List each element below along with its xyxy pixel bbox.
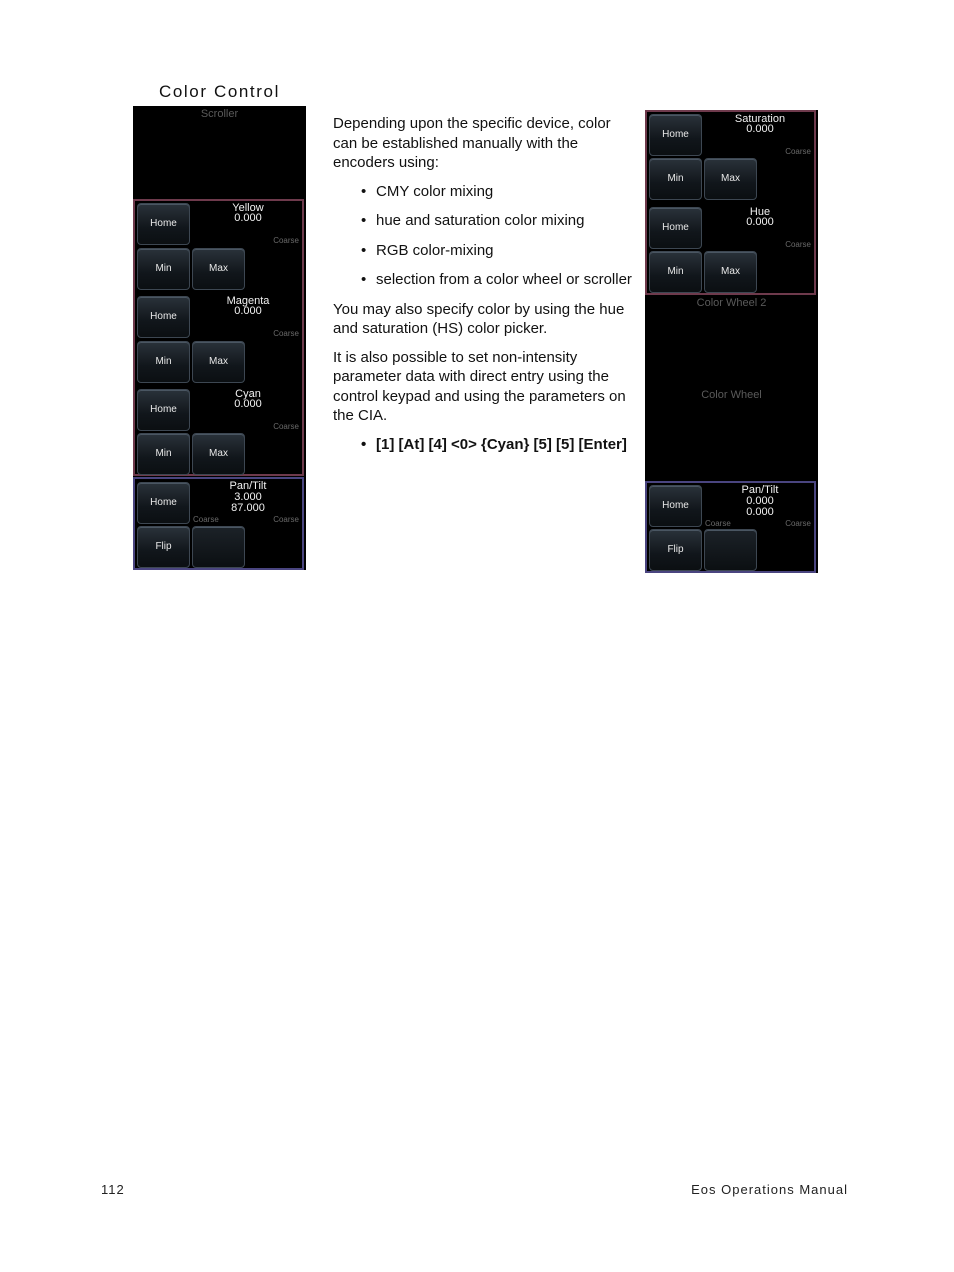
pan-tilt-home-button[interactable]: Home <box>137 482 190 524</box>
hue-encoder-title: Hue <box>749 206 771 218</box>
blank-button-right[interactable] <box>704 529 757 571</box>
right-encoder-panel <box>645 110 818 573</box>
pan-tilt-title: Pan/Tilt <box>229 480 267 492</box>
page-number: 112 <box>101 1182 125 1197</box>
cmy-encoder-group <box>133 199 304 476</box>
list-item: • CMY color mixing <box>333 182 633 202</box>
yellow-encoder-title: Yellow <box>232 202 264 214</box>
cyan-encoder-value: 0.000 <box>234 398 262 410</box>
cyan-min-button[interactable]: Min <box>137 433 190 475</box>
scroller-label: Scroller <box>200 108 239 120</box>
section-title: Color Control <box>159 82 280 101</box>
pan-value-right: 0.000 <box>746 495 774 507</box>
list-item: • hue and saturation color mixing <box>333 211 633 231</box>
color-wheel-label: Color Wheel <box>701 389 762 401</box>
saturation-max-button[interactable]: Max <box>704 158 757 200</box>
command-syntax: • [1] [At] [4] <0> {Cyan} [5] [5] [Enter] <box>333 435 633 455</box>
saturation-min-button[interactable]: Min <box>649 158 702 200</box>
color-wheel-2-label: Color Wheel 2 <box>696 297 767 309</box>
yellow-home-button[interactable]: Home <box>137 203 190 245</box>
yellow-min-button[interactable]: Min <box>137 248 190 290</box>
intro-paragraph: Depending upon the specific device, color can be established manually with the encoders using: <box>333 115 611 171</box>
saturation-encoder-value: 0.000 <box>746 123 774 135</box>
magenta-min-button[interactable]: Min <box>137 341 190 383</box>
saturation-home-button[interactable]: Home <box>649 114 702 156</box>
tilt-value: 87.000 <box>231 502 265 514</box>
hue-encoder-value: 0.000 <box>746 216 774 228</box>
yellow-max-button[interactable]: Max <box>192 248 245 290</box>
cyan-coarse-label: Coarse <box>273 422 299 431</box>
flip-button[interactable]: Flip <box>137 526 190 568</box>
pan-tilt-encoder-group-right <box>645 481 816 573</box>
saturation-encoder-title: Saturation <box>734 113 786 125</box>
method-list <box>333 182 633 290</box>
hs-encoder-group <box>645 110 816 295</box>
pan-coarse-label-right: Coarse <box>705 519 731 528</box>
hue-coarse-label: Coarse <box>785 240 811 249</box>
magenta-max-button[interactable]: Max <box>192 341 245 383</box>
hs-picker-paragraph: You may also specify color by using the hue and saturation (HS) color picker. <box>333 300 625 337</box>
blank-button[interactable] <box>192 526 245 568</box>
pan-coarse-label: Coarse <box>193 515 219 524</box>
tilt-value-right: 0.000 <box>746 506 774 518</box>
body-text <box>333 114 633 464</box>
magenta-coarse-label: Coarse <box>273 329 299 338</box>
magenta-home-button[interactable]: Home <box>137 296 190 338</box>
pan-tilt-encoder-group <box>133 477 304 570</box>
magenta-encoder-title: Magenta <box>226 295 270 307</box>
direct-entry-paragraph: It is also possible to set non-intensity parameter data with direct entry using the control keypad and using the parameters on the CIA. <box>333 348 626 424</box>
magenta-encoder-value: 0.000 <box>234 305 262 317</box>
list-item: • RGB color-mixing <box>333 241 633 261</box>
manual-title: Eos Operations Manual <box>691 1182 848 1197</box>
yellow-encoder-value: 0.000 <box>234 212 262 224</box>
tilt-coarse-label-right: Coarse <box>785 519 811 528</box>
pan-tilt-home-button-right[interactable]: Home <box>649 485 702 527</box>
yellow-coarse-label: Coarse <box>273 236 299 245</box>
list-item: • selection from a color wheel or scroller <box>333 270 633 290</box>
flip-button-right[interactable]: Flip <box>649 529 702 571</box>
saturation-coarse-label: Coarse <box>785 147 811 156</box>
hue-home-button[interactable]: Home <box>649 207 702 249</box>
command-list <box>333 435 633 455</box>
hue-min-button[interactable]: Min <box>649 251 702 293</box>
left-encoder-panel <box>133 106 306 570</box>
tilt-coarse-label: Coarse <box>273 515 299 524</box>
cyan-encoder-title: Cyan <box>235 388 261 400</box>
cyan-max-button[interactable]: Max <box>192 433 245 475</box>
pan-tilt-title-right: Pan/Tilt <box>741 484 779 496</box>
hue-max-button[interactable]: Max <box>704 251 757 293</box>
pan-value: 3.000 <box>234 491 262 503</box>
cyan-home-button[interactable]: Home <box>137 389 190 431</box>
